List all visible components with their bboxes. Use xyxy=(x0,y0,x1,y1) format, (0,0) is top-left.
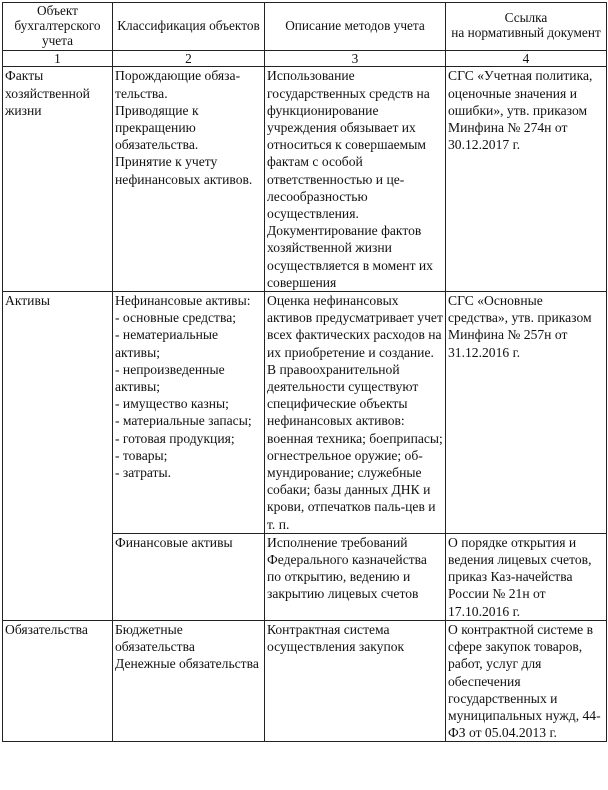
classification-item: Финансовые активы xyxy=(115,534,233,550)
description-cell xyxy=(265,620,446,741)
description-cell xyxy=(265,533,446,620)
reference-cell: О контрактной системе в сфере закупок товаров, работ, услуг для обеспечения государственных и муниципальных нужд, 44-ФЗ от 05.04.2013 г. xyxy=(446,620,607,741)
header-reference xyxy=(446,3,607,51)
column-number: 2 xyxy=(113,51,265,67)
classification-item: - затраты. xyxy=(115,465,172,481)
classification-item: - имущество казны; xyxy=(115,396,229,412)
classification-cell xyxy=(113,620,265,741)
description-cell xyxy=(265,67,446,292)
classification-item: Принятие к учету нефинансовых активов. xyxy=(115,154,253,187)
header-reference-line-1: Ссылка xyxy=(504,10,548,26)
description-paragraph: Оценка нефинансовых активов предусматривает учет всех фактических расходов на их приобретение и создание. xyxy=(267,293,443,360)
reference-cell: О порядке открытия и ведения лицевых счетов, приказ Каз-начейства России № 21н от 17.10.2016 г. xyxy=(446,533,607,620)
classification-item: Бюджетные обязательства xyxy=(115,621,195,655)
reference-cell: СГС «Учетная политика, оценочные значения и ошибки», утв. приказом Минфина № 274н от 30.12.2017 г. xyxy=(446,67,607,292)
classification-cell xyxy=(113,292,265,534)
header-row xyxy=(3,3,607,51)
classification-item: - нематериальные активы; xyxy=(115,327,219,360)
column-number-row xyxy=(3,51,607,67)
classification-item: Нефинансовые активы: xyxy=(115,293,251,309)
header-object: Объект бухгалтерского учета xyxy=(3,3,113,51)
description-paragraph: Исполнение требований Федерального казначейства по открытию, ведению и закрытию лицевых счетов xyxy=(267,534,427,602)
classification-item: Приводящие к прекращению обязательства. xyxy=(115,102,199,153)
classification-item: - товары; xyxy=(115,447,168,463)
classification-item: - готовая продукция; xyxy=(115,430,235,446)
accounting-objects-table xyxy=(2,2,607,742)
table-row xyxy=(3,292,607,534)
classification-item: - непроизведенные активы; xyxy=(115,361,225,395)
column-number: 1 xyxy=(3,51,113,67)
header-reference-line-2: на нормативный документ xyxy=(451,25,601,41)
column-number: 4 xyxy=(446,51,607,67)
classification-cell xyxy=(113,67,265,292)
column-number: 3 xyxy=(265,51,446,67)
classification-item: - материальные запасы; xyxy=(115,413,252,429)
description-paragraph: Использование государственных средств на функционирование учреждения обязывает их относиться к совершаемым фактам с особой ответственностью и це-лесообразностью осуществления. xyxy=(267,68,430,222)
description-cell xyxy=(265,292,446,534)
classification-item: Порождающие обяза-тельства. xyxy=(115,68,241,101)
object-cell: Факты хозяйственной жизни xyxy=(3,67,113,292)
header-description: Описание методов учета xyxy=(265,3,446,51)
description-paragraph: Документирование фактов хозяйственной жизни осуществляется в момент их совершения xyxy=(267,223,433,290)
table-row xyxy=(3,67,607,292)
reference-cell: СГС «Основные средства», утв. приказом Минфина № 257н от 31.12.2016 г. xyxy=(446,292,607,534)
classification-cell xyxy=(113,533,265,620)
description-paragraph: В правоохранительной деятельности существуют специфические объекты нефинансовых активов: военная техника; боеприпасы; огнестрельное оружие; об-мундирование; служебные собаки; базы данных ДНК и крови, отпечатков паль-цев и т. п. xyxy=(267,361,443,532)
table-row xyxy=(3,620,607,741)
header-classification: Классификация объектов xyxy=(113,3,265,51)
classification-item: Денежные обязательства xyxy=(115,656,259,672)
object-cell: Активы xyxy=(3,292,113,621)
object-cell: Обязательства xyxy=(3,620,113,741)
classification-item: - основные средства; xyxy=(115,310,237,326)
description-paragraph: Контрактная система осуществления закупок xyxy=(267,621,405,655)
